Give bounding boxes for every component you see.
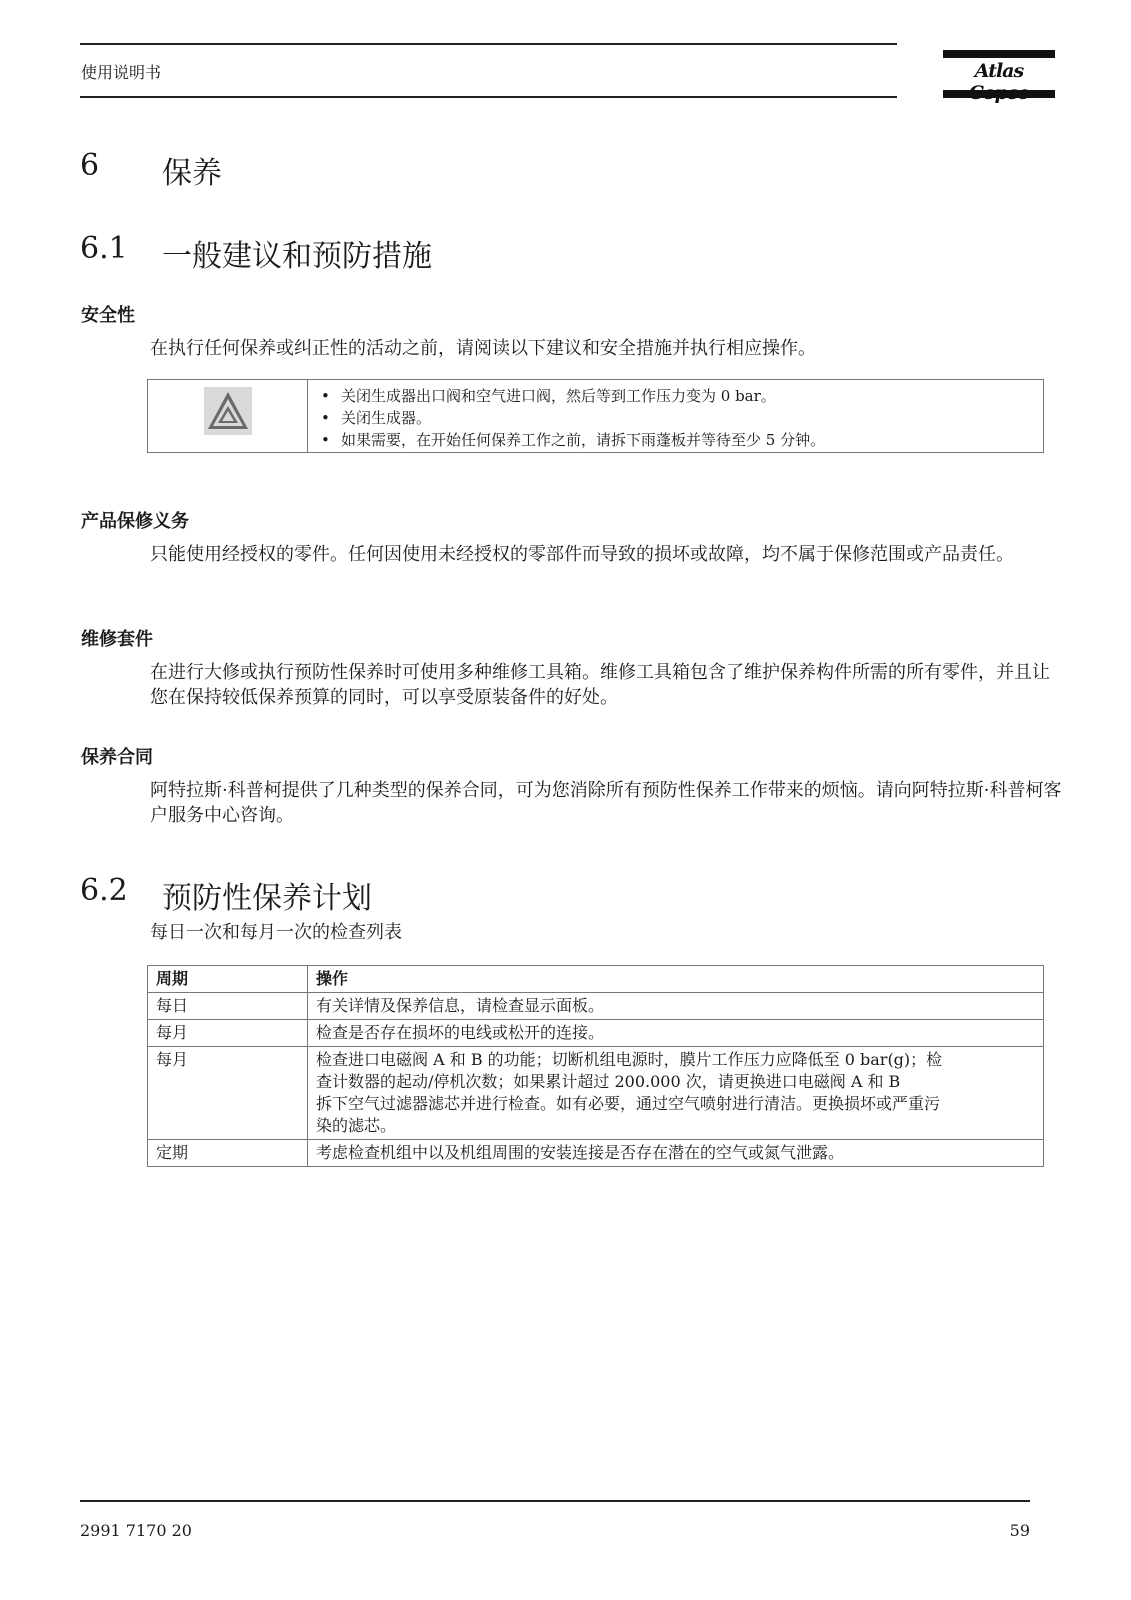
service-kits-text: 在进行大修或执行预防性保养时可使用多种维修工具箱。维修工具箱包含了维护保养构件所需的所有零件，并且让您在保持较低保养预算的同时，可以享受原装备件的好处。 [150,662,1050,708]
safety-intro: 在执行任何保养或纠正性的活动之前，请阅读以下建议和安全措施并执行相应操作。 [150,338,816,359]
action-line: 有关详情及保养信息，请检查显示面板。 [316,996,605,1015]
page-number: 59 [1009,1521,1030,1540]
action-line: 拆下空气过滤器滤芯并进行检查。如有必要，通过空气喷射进行清洁。更换损坏或严重污 [316,1094,941,1113]
period-cell: 每月 [148,1047,308,1140]
action-cell [308,993,1044,1020]
action-line: 染的滤芯。 [316,1116,397,1135]
section-6-1-number: 6.1 [80,231,128,266]
section-6-2-number: 6.2 [80,873,128,908]
warranty-heading: 产品保修义务 [81,511,189,532]
action-line: 考虑检查机组中以及机组周围的安装连接是否存在潜在的空气或氮气泄露。 [316,1143,845,1162]
table-row [148,1047,1044,1140]
table-row [148,1020,1044,1047]
warranty-text: 只能使用经授权的零件。任何因使用未经授权的零部件而导致的损坏或故障，均不属于保修范围或产品责任。 [150,544,1014,565]
atlas-copco-logo [943,50,1055,100]
header-top-rule [80,43,897,45]
header-title: 使用说明书 [81,63,162,82]
warning-item: • 如果需要，在开始任何保养工作之前，请拆下雨蓬板并等待至少 5 分钟。 [341,429,1042,451]
action-cell [308,1140,1044,1167]
period-cell: 定期 [148,1140,308,1167]
action-line: 检查是否存在损坏的电线或松开的连接。 [316,1023,605,1042]
section-6-1-heading [80,231,680,274]
table-row [148,1140,1044,1167]
action-cell [308,1020,1044,1047]
column-header-period: 周期 [148,966,308,993]
service-contracts-heading: 保养合同 [81,747,153,768]
footer-rule [80,1500,1030,1502]
warning-list [309,385,1042,451]
column-header-action: 操作 [308,966,1044,993]
table-header-row [148,966,1044,993]
table-row [148,993,1044,1020]
section-6-1-title: 一般建议和预防措施 [162,239,432,274]
warning-item: • 关闭生成器出口阀和空气进口阀，然后等到工作压力变为 0 bar。 [341,385,1042,407]
chapter-title: 保养 [162,156,222,191]
service-kits-heading: 维修套件 [81,629,153,650]
period-cell: 每月 [148,1020,308,1047]
warning-icon-cell [148,380,308,453]
period-cell: 每日 [148,993,308,1020]
schedule-intro: 每日一次和每月一次的检查列表 [150,922,402,943]
warning-triangle-icon [203,386,253,436]
action-line: 查计数器的起动/停机次数；如果累计超过 200.000 次，请更换进口电磁阀 A 和 B [316,1072,901,1091]
action-cell [308,1047,1044,1140]
chapter-heading [80,148,580,191]
warning-box [147,379,1044,453]
service-contracts-text: 阿特拉斯·科普柯提供了几种类型的保养合同，可为您消除所有预防性保养工作带来的烦恼。请向阿特拉斯·科普柯客户服务中心咨询。 [150,780,1062,826]
section-6-2-heading [80,873,680,916]
maintenance-schedule-table [147,965,1044,1167]
section-6-2-title: 预防性保养计划 [162,881,372,916]
header-bottom-rule [80,96,897,98]
warning-text-cell [308,380,1044,453]
action-line: 检查进口电磁阀 A 和 B 的功能；切断机组电源时，膜片工作压力应降低至 0 bar(g)；检 [316,1050,943,1069]
warning-item: • 关闭生成器。 [341,407,1042,429]
document-number: 2991 7170 20 [80,1521,192,1540]
chapter-number: 6 [80,148,100,183]
logo-text: Atlas [974,60,1024,82]
safety-heading: 安全性 [81,305,135,326]
